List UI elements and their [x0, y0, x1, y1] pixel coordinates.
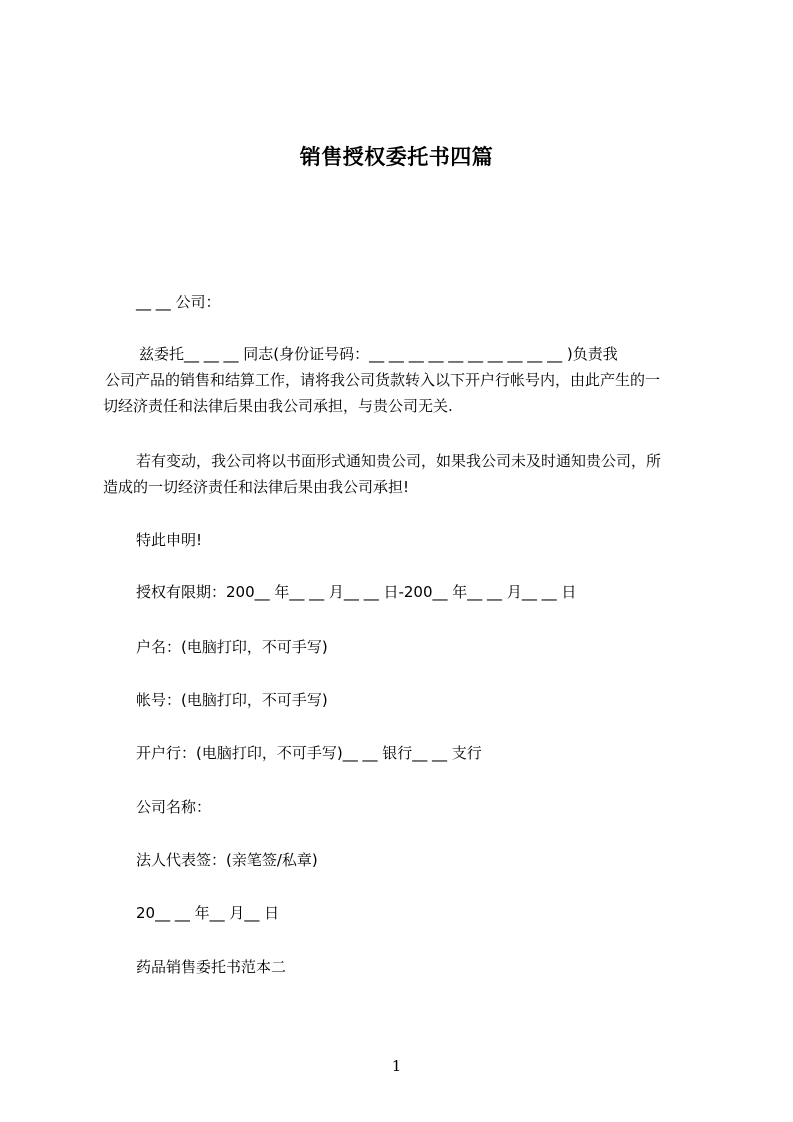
paragraph-line: 切经济责任和法律后果由我公司承担，与贵公司无关. [103, 397, 453, 415]
company-name: 公司名称： [136, 798, 212, 816]
legal-representative-signature: 法人代表签：(亲笔签/私章) [136, 851, 318, 869]
paragraph-change-notice [103, 448, 702, 500]
account-number: 帐号：(电脑打印，不可手写) [136, 691, 328, 709]
salutation: __ __ 公司： [136, 293, 221, 311]
declaration: 特此申明! [136, 531, 203, 549]
page-number: 1 [391, 1057, 402, 1075]
opening-bank: 开户行：(电脑打印，不可手写)__ __ 银行__ __ 支行 [136, 744, 482, 762]
paragraph-line: 兹委托__ __ __ 同志(身份证号码：__ __ __ __ __ __ __ __ __ __ )负责我 [139, 345, 618, 363]
validity-period: 授权有限期：200__ 年__ __ 月__ __ 日-200__ 年__ __ 月__ __ 日 [136, 583, 577, 601]
paragraph-line: 公司产品的销售和结算工作，请将我公司货款转入以下开户行帐号内，由此产生的一 [105, 371, 661, 389]
paragraph-line: 造成的一切经济责任和法律后果由我公司承担! [103, 478, 410, 496]
paragraph-entrustment [103, 341, 702, 419]
account-name: 户名：(电脑打印，不可手写) [136, 638, 328, 656]
document-title: 销售授权委托书四篇 [299, 145, 494, 169]
signing-date: 20__ __ 年__ 月__ 日 [136, 904, 280, 922]
paragraph-line: 若有变动，我公司将以书面形式通知贵公司，如果我公司未及时通知贵公司，所 [136, 452, 662, 470]
next-section-heading: 药品销售委托书范本二 [136, 958, 287, 976]
